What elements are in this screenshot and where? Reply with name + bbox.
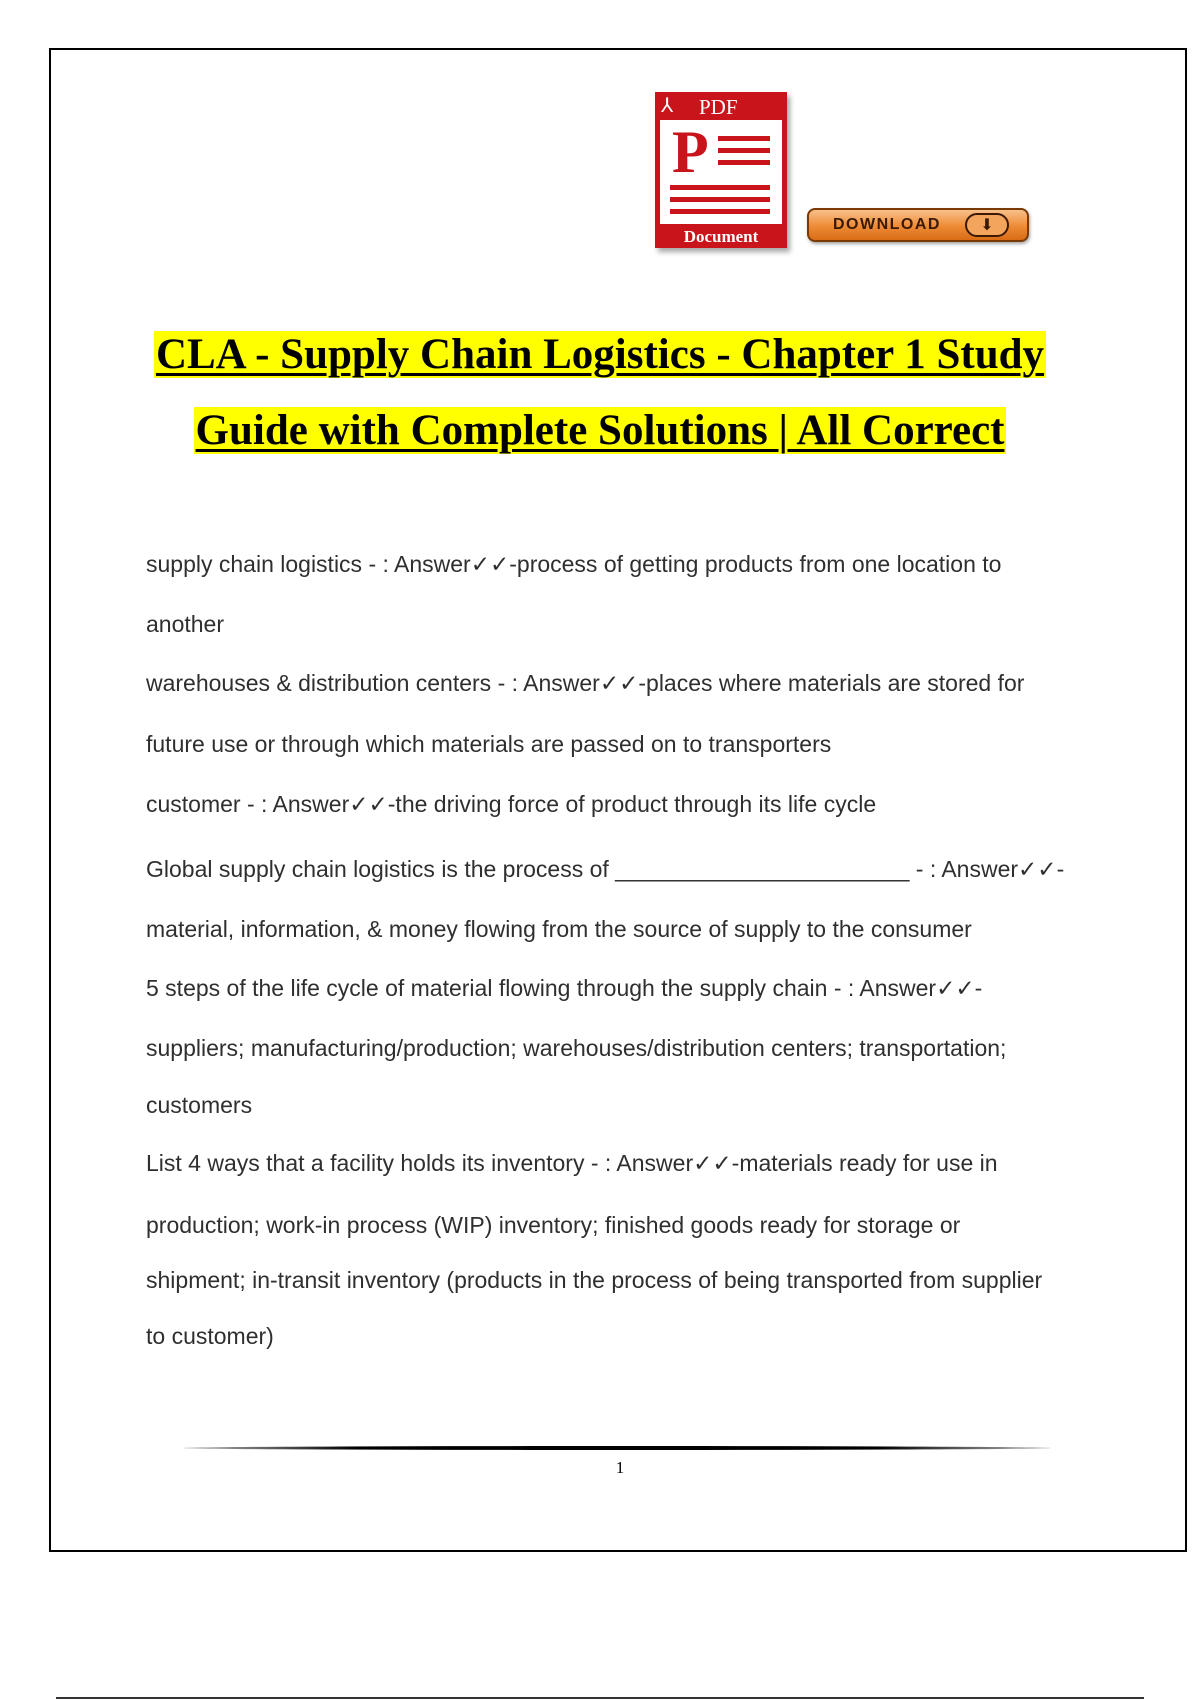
body-line: production; work-in process (WIP) inventory; finished goods ready for storage or xyxy=(146,1212,961,1238)
download-button[interactable] xyxy=(807,208,1029,242)
pdf-icon-line xyxy=(718,136,770,141)
pdf-icon-letter: P xyxy=(672,119,709,185)
document-title-line-2 xyxy=(0,406,1200,455)
pdf-icon-footer-label: Document xyxy=(683,227,759,246)
body-line: Global supply chain logistics is the process of _______________________ - : Answer✓✓- xyxy=(146,856,1065,882)
pdf-icon-label: PDF xyxy=(699,95,738,119)
pdf-document-icon[interactable] xyxy=(655,92,787,248)
pdf-icon-body xyxy=(660,120,782,224)
title-text-1: CLA - Supply Chain Logistics - Chapter 1 Study xyxy=(155,331,1045,378)
pdf-icon-header xyxy=(655,92,787,120)
body-line: another xyxy=(146,611,225,637)
body-line: List 4 ways that a facility holds its inventory - : Answer✓✓-materials ready for use in xyxy=(146,1150,998,1176)
body-line: customers xyxy=(146,1092,253,1118)
body-line: future use or through which materials are passed on to transporters xyxy=(146,731,832,757)
title-text-2: Guide with Complete Solutions | All Correct xyxy=(195,407,1005,454)
footer-rule xyxy=(183,1446,1051,1450)
download-arrow-icon: ⬇ xyxy=(965,213,1009,237)
pdf-icon-line xyxy=(670,185,770,190)
body-line: warehouses & distribution centers - : Answer✓✓-places where materials are stored for xyxy=(146,670,1025,696)
pdf-icon-line xyxy=(718,160,770,165)
body-line: supply chain logistics - : Answer✓✓-process of getting products from one location to xyxy=(146,551,1002,577)
acrobat-logo-icon: ⅄ xyxy=(661,95,674,117)
body-line: material, information, & money flowing from the source of supply to the consumer xyxy=(146,916,972,942)
body-line: customer - : Answer✓✓-the driving force of product through its life cycle xyxy=(146,791,877,817)
body-line: shipment; in-transit inventory (products in the process of being transported from supplier xyxy=(146,1267,1043,1293)
pdf-icon-line xyxy=(670,197,770,202)
page-number: 1 xyxy=(615,1458,625,1477)
download-button-label: DOWNLOAD xyxy=(833,216,941,233)
body-line: to customer) xyxy=(146,1323,274,1349)
body-line: suppliers; manufacturing/production; warehouses/distribution centers; transportation; xyxy=(146,1035,1007,1061)
body-line: 5 steps of the life cycle of material flowing through the supply chain - : Answer✓✓- xyxy=(146,975,983,1001)
next-page-edge xyxy=(56,1697,1144,1699)
pdf-icon-line xyxy=(670,209,770,214)
pdf-icon-line xyxy=(718,148,770,153)
document-title-line-1 xyxy=(0,330,1200,379)
